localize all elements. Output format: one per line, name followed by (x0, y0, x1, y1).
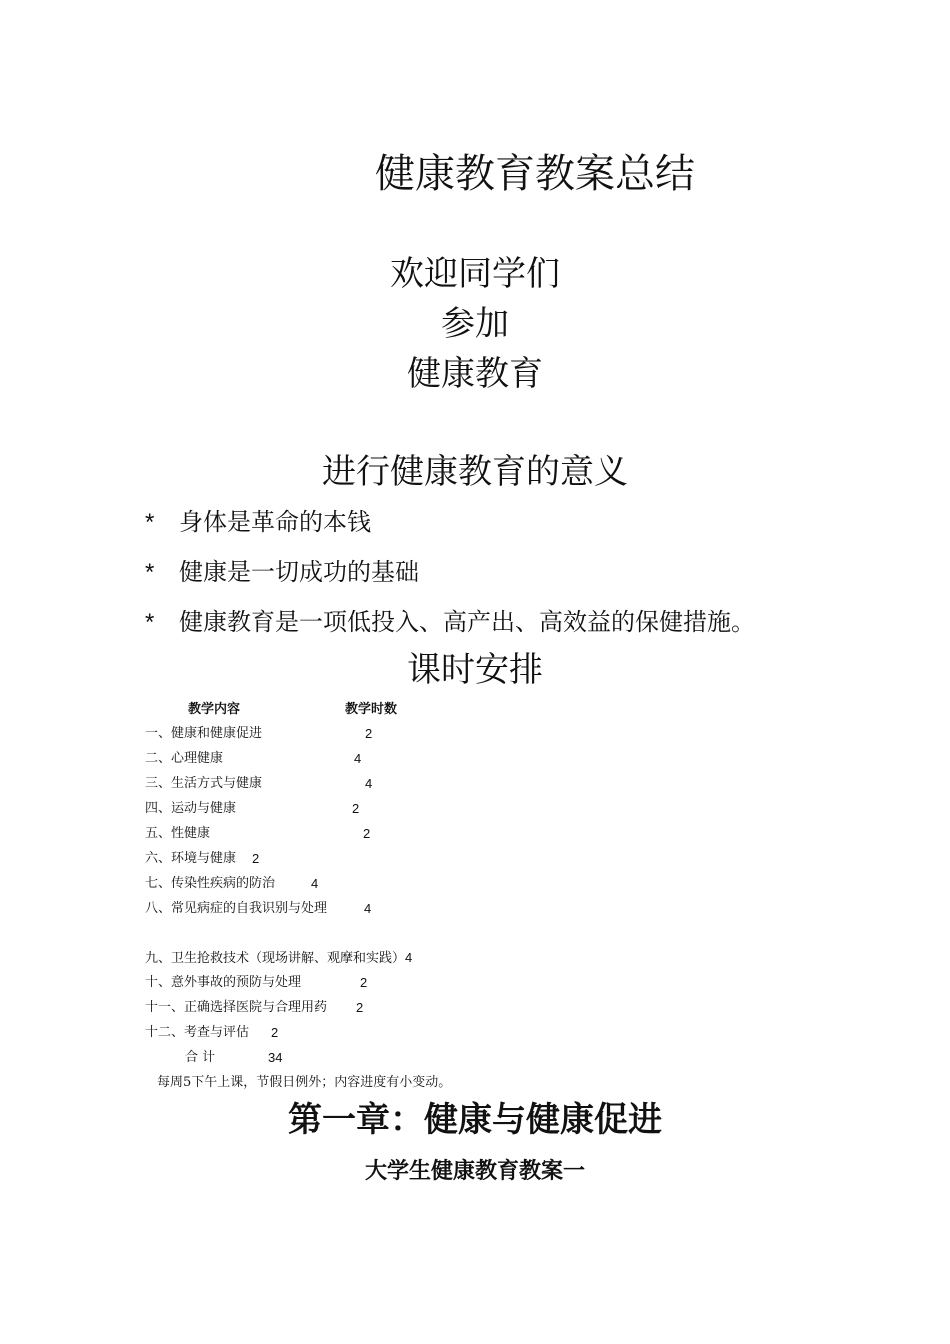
row-content: 七、传染性疾病的防治 (145, 876, 276, 891)
table-row (145, 900, 372, 918)
bullet-marker: * (145, 609, 155, 636)
table-row (145, 800, 360, 818)
welcome-line-2: 参加 (441, 304, 509, 344)
total-label: 合 计 (185, 1050, 216, 1065)
row-hours: 2 (365, 726, 373, 741)
row-hours: 4 (364, 901, 372, 916)
row-hours: 2 (363, 826, 371, 841)
significance-item-text: 健康教育是一项低投入、高产出、高效益的保健措施。 (179, 608, 755, 636)
chapter-title: 第一章：健康与健康促进 (288, 1100, 662, 1140)
significance-item (145, 506, 371, 539)
row-hours: 2 (356, 1000, 364, 1015)
chapter-subtitle: 大学生健康教育教案一 (364, 1159, 585, 1184)
row-content: 六、环境与健康 (145, 851, 237, 866)
row-hours: 2 (271, 1025, 279, 1040)
row-hours: 4 (405, 950, 413, 965)
table-row (145, 1024, 279, 1042)
row-hours: 4 (311, 876, 319, 891)
table-row (145, 725, 373, 743)
row-hours: 2 (360, 975, 368, 990)
row-hours: 4 (354, 751, 362, 766)
row-content: 五、性健康 (145, 826, 211, 841)
table-row (145, 750, 362, 768)
row-content: 四、运动与健康 (145, 801, 237, 816)
row-content: 十一、正确选择医院与合理用药 (145, 1000, 328, 1015)
row-content: 十二、考查与评估 (145, 1025, 250, 1040)
row-content: 二、心理健康 (145, 751, 224, 766)
row-hours: 4 (365, 776, 373, 791)
table-row (145, 875, 319, 893)
welcome-line-3: 健康教育 (407, 354, 543, 394)
welcome-line-1: 欢迎同学们 (390, 254, 560, 294)
bullet-marker: * (145, 559, 155, 586)
significance-item (145, 606, 755, 639)
column-header-hours: 教学时数 (345, 701, 398, 716)
table-row (145, 974, 368, 992)
table-row (145, 850, 260, 868)
row-content: 三、生活方式与健康 (145, 776, 263, 791)
row-content: 一、健康和健康促进 (145, 726, 263, 741)
table-row (145, 825, 371, 843)
schedule-heading: 课时安排 (407, 650, 543, 690)
table-row (145, 775, 373, 793)
table-row (145, 949, 412, 968)
total-value: 34 (268, 1050, 283, 1065)
row-hours: 2 (352, 801, 360, 816)
significance-item (145, 556, 419, 589)
significance-heading: 进行健康教育的意义 (322, 452, 628, 492)
document-title: 健康教育教案总结 (375, 151, 695, 197)
row-content: 九、卫生抢救技术（现场讲解、观摩和实践） (145, 951, 406, 966)
bullet-marker: * (145, 509, 155, 536)
table-row (145, 999, 364, 1017)
schedule-note: 每周5下午上课，节假日例外；内容进度有小变动。 (157, 1075, 452, 1090)
significance-item-text: 身体是革命的本钱 (179, 508, 371, 536)
row-hours: 2 (252, 851, 260, 866)
column-header-content: 教学内容 (188, 701, 241, 716)
significance-item-text: 健康是一切成功的基础 (179, 558, 419, 586)
row-content: 八、常见病症的自我识别与处理 (145, 901, 328, 916)
row-content: 十、意外事故的预防与处理 (145, 975, 302, 990)
